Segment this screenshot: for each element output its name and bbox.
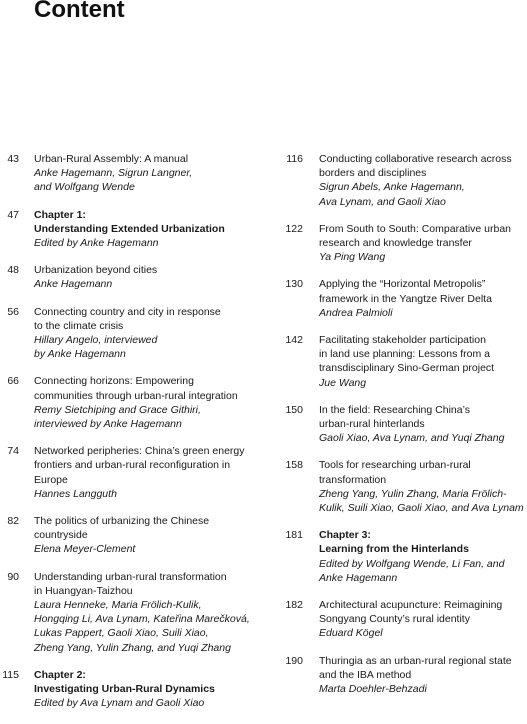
toc-entry — [0, 444, 270, 501]
entry-authors-line: by Anke Hagemann — [34, 348, 126, 361]
entry-title-line: research and knowledge transfer — [319, 237, 472, 250]
toc-entry — [0, 570, 270, 655]
page-number: 130 — [285, 278, 303, 291]
chapter-label: Chapter 3: — [319, 529, 371, 542]
toc-entry — [278, 458, 527, 515]
toc-chapter — [0, 208, 270, 251]
entry-body — [34, 570, 270, 655]
toc-entry — [278, 277, 527, 320]
page-number: 48 — [7, 264, 19, 277]
entry-title-line: borders and disciplines — [319, 167, 427, 180]
entry-authors-line: Edited by Anke Hagemann — [34, 237, 159, 250]
entry-body — [319, 222, 527, 265]
entry-authors-line: Laura Henneke, Maria Frölich-Kulik, — [34, 599, 202, 612]
entry-body — [319, 598, 527, 641]
entry-title-line: transdisciplinary Sino-German project — [319, 362, 495, 375]
page-number: 190 — [285, 654, 303, 667]
entry-title-line: countryside — [34, 529, 88, 542]
entry-authors-line: Eduard Kögel — [319, 627, 383, 640]
page-number: 150 — [285, 403, 303, 416]
entry-title-line: in Huangyan-Taizhou — [34, 584, 133, 597]
entry-body — [34, 444, 270, 501]
toc-entry — [0, 374, 270, 431]
toc-entry — [278, 403, 527, 446]
entry-authors-line: and Wolfgang Wende — [34, 181, 135, 194]
entry-authors-line: Ava Lynam, and Gaoli Xiao — [319, 195, 446, 208]
entry-authors-line: Anke Hagemann, Sigrun Langner, — [34, 167, 193, 180]
toc-entry — [278, 598, 527, 641]
entry-authors-line: Marta Doehler-Behzadi — [319, 683, 427, 696]
entry-title-line: to the climate crisis — [34, 319, 124, 332]
entry-title-line: transformation — [319, 473, 387, 486]
entry-authors-line: Ya Ping Wang — [319, 251, 386, 264]
entry-body — [319, 277, 527, 320]
entry-title-line: Facilitating stakeholder participation — [319, 334, 486, 347]
entry-body — [319, 528, 527, 585]
entry-title-line: From South to South: Comparative urban — [319, 222, 512, 235]
page-number: 82 — [7, 515, 19, 528]
entry-title-line: Songyang County’s rural identity — [319, 613, 470, 626]
entry-authors-line: Remy Sietchiping and Grace Githiri, — [34, 403, 201, 416]
entry-title-line: Connecting horizons: Empowering — [34, 375, 194, 388]
entry-body — [34, 305, 270, 362]
toc-entry — [0, 514, 270, 557]
entry-title-line: framework in the Yangtze River Delta — [319, 292, 492, 305]
toc-entry — [278, 222, 527, 265]
entry-body — [34, 152, 270, 195]
entry-authors-line: Lukas Pappert, Gaoli Xiao, Suili Xiao, — [34, 627, 209, 640]
entry-authors-line: Kulik, Suili Xiao, Gaoli Xiao, and Ava Lynam — [319, 502, 524, 515]
entry-title-line: Tools for researching urban-rural — [319, 459, 471, 472]
entry-title-line: in land use planning: Lessons from a — [319, 348, 491, 361]
entry-title-line: In the field: Researching China’s — [319, 403, 470, 416]
entry-body — [319, 333, 527, 390]
entry-body — [34, 514, 270, 557]
chapter-title-line: Learning from the Hinterlands — [319, 543, 469, 556]
entry-title-line: and the IBA method — [319, 668, 412, 681]
entry-authors-line: Zheng Yang, Yulin Zhang, and Yuqi Zhang — [34, 641, 231, 654]
toc-column-left — [0, 152, 270, 724]
toc-entry — [0, 305, 270, 362]
entry-title-line: Architectural acupuncture: Reimagining — [319, 599, 503, 612]
page-number: 158 — [285, 459, 303, 472]
page-number: 116 — [286, 153, 303, 165]
entry-authors-line: Edited by Ava Lynam and Gaoli Xiao — [34, 697, 205, 710]
page-number: 142 — [285, 334, 303, 347]
entry-title-line: Conducting collaborative research across — [319, 153, 512, 165]
entry-title-line: Connecting country and city in response — [34, 305, 221, 318]
toc-entry — [0, 263, 270, 291]
entry-title-line: frontiers and urban-rural reconfiguration in — [34, 459, 231, 472]
page-number: 66 — [7, 375, 19, 388]
entry-body — [34, 668, 270, 711]
entry-body — [319, 403, 527, 446]
entry-authors-line: Anke Hagemann — [34, 278, 113, 291]
entry-title-line: urban-rural hinterlands — [319, 418, 425, 431]
entry-title-line: Networked peripheries: China’s green energy — [34, 445, 245, 458]
entry-authors-line: Sigrun Abels, Anke Hagemann, — [319, 181, 465, 194]
chapter-title-line: Investigating Urban-Rural Dynamics — [34, 683, 215, 696]
entry-authors-line: Hongqing Li, Ava Lynam, Kateřina Marečková, — [34, 613, 250, 626]
chapter-label: Chapter 2: — [34, 668, 86, 681]
chapter-title-line: Understanding Extended Urbanization — [34, 222, 225, 235]
page-number: 74 — [7, 445, 19, 458]
page-number: 181 — [285, 529, 303, 542]
entry-title-line: Urban-Rural Assembly: A manual — [34, 153, 189, 165]
entry-authors-line: Edited by Wolfgang Wende, Li Fan, and — [319, 557, 505, 570]
page-number: 47 — [7, 208, 19, 221]
entry-title-line: Thuringia as an urban-rural regional state — [319, 654, 512, 667]
entry-title-line: Urbanization beyond cities — [34, 264, 158, 277]
entry-title-line: Understanding urban-rural transformation — [34, 570, 227, 583]
entry-title-line: Applying the “Horizontal Metropolis” — [319, 278, 486, 291]
entry-body — [34, 208, 270, 251]
page-number: 90 — [7, 570, 19, 583]
entry-body — [34, 374, 270, 431]
entry-authors-line: interviewed by Anke Hagemann — [34, 418, 182, 431]
toc-column-right — [278, 152, 527, 709]
page-number: 122 — [285, 222, 303, 235]
toc-chapter — [0, 668, 270, 711]
entry-authors-line: Gaoli Xiao, Ava Lynam, and Yuqi Zhang — [319, 432, 505, 445]
entry-authors-line: Zheng Yang, Yulin Zhang, Maria Frölich- — [319, 487, 507, 500]
entry-body — [319, 458, 527, 515]
toc-chapter — [278, 528, 527, 585]
entry-body — [34, 263, 270, 291]
entry-authors-line: Jue Wang — [319, 376, 367, 389]
page-number: 56 — [7, 305, 19, 318]
entry-authors-line: Elena Meyer-Clement — [34, 543, 136, 556]
entry-title-line: communities through urban-rural integration — [34, 389, 238, 402]
toc-entry — [278, 152, 527, 209]
page-number: 43 — [7, 153, 19, 165]
page-title: Content — [34, 0, 125, 23]
entry-body — [319, 654, 527, 697]
toc-entry — [278, 333, 527, 390]
toc-entry — [278, 654, 527, 697]
entry-authors-line: Hillary Angelo, interviewed — [34, 334, 158, 347]
chapter-label: Chapter 1: — [34, 208, 86, 221]
entry-body — [319, 152, 527, 209]
page-number: 115 — [2, 668, 19, 681]
page-number: 182 — [285, 599, 303, 612]
entry-authors-line: Hannes Langguth — [34, 487, 117, 500]
entry-authors-line: Anke Hagemann — [319, 571, 398, 584]
entry-title-line: The politics of urbanizing the Chinese — [34, 515, 210, 528]
entry-authors-line: Andrea Palmioli — [319, 306, 393, 319]
toc-entry — [0, 152, 270, 195]
entry-title-line: Europe — [34, 473, 68, 486]
